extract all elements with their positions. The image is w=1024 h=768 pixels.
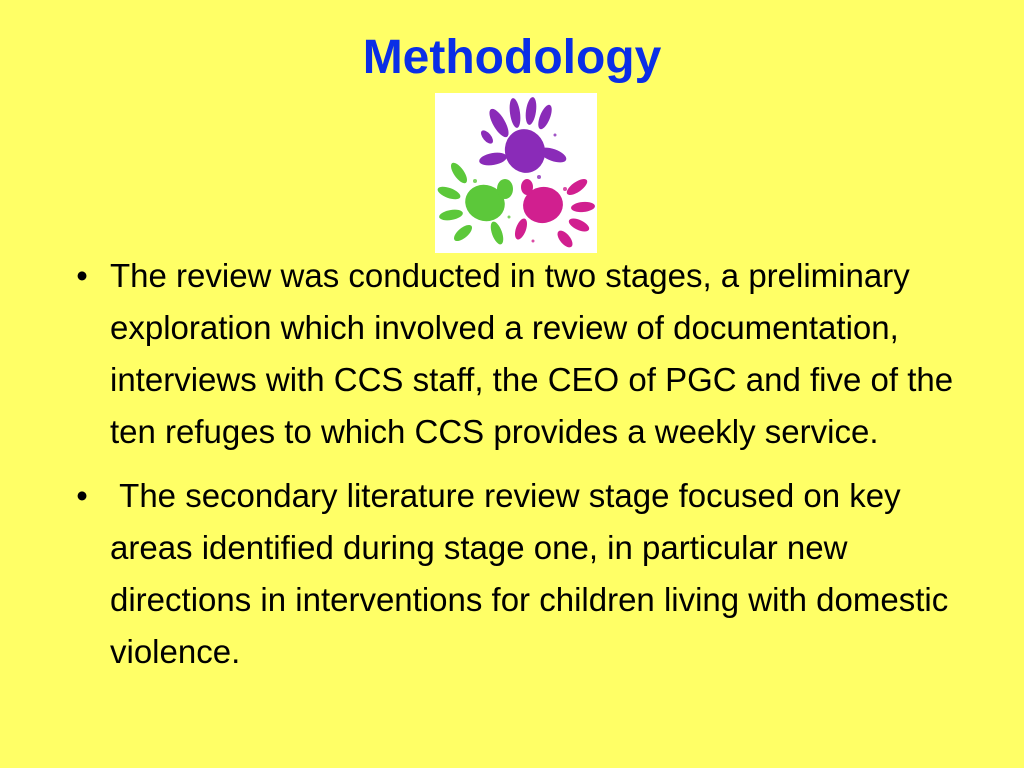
slide-title: Methodology (362, 31, 662, 84)
magenta-handprint-icon (513, 176, 596, 250)
bullet-text: The secondary literature review stage focused on key areas identified during stage one, in particular new directions in interventions for children living with domestic violence. (110, 477, 958, 670)
purple-handprint-icon (478, 96, 568, 177)
bullet-list (0, 250, 1024, 690)
bullet-item (0, 470, 1024, 678)
colorful-handprints-image (435, 93, 597, 253)
green-handprint-icon (436, 160, 513, 246)
bullet-item (0, 250, 1024, 458)
bullet-text: The review was conducted in two stages, a preliminary exploration which involved a review of documentation, interviews with CCS staff, the CEO of PGC and five of the ten refuges to which CCS provides a weekly service. (110, 257, 954, 450)
bullet-marker: • (76, 257, 88, 294)
bullet-marker: • (76, 477, 88, 514)
